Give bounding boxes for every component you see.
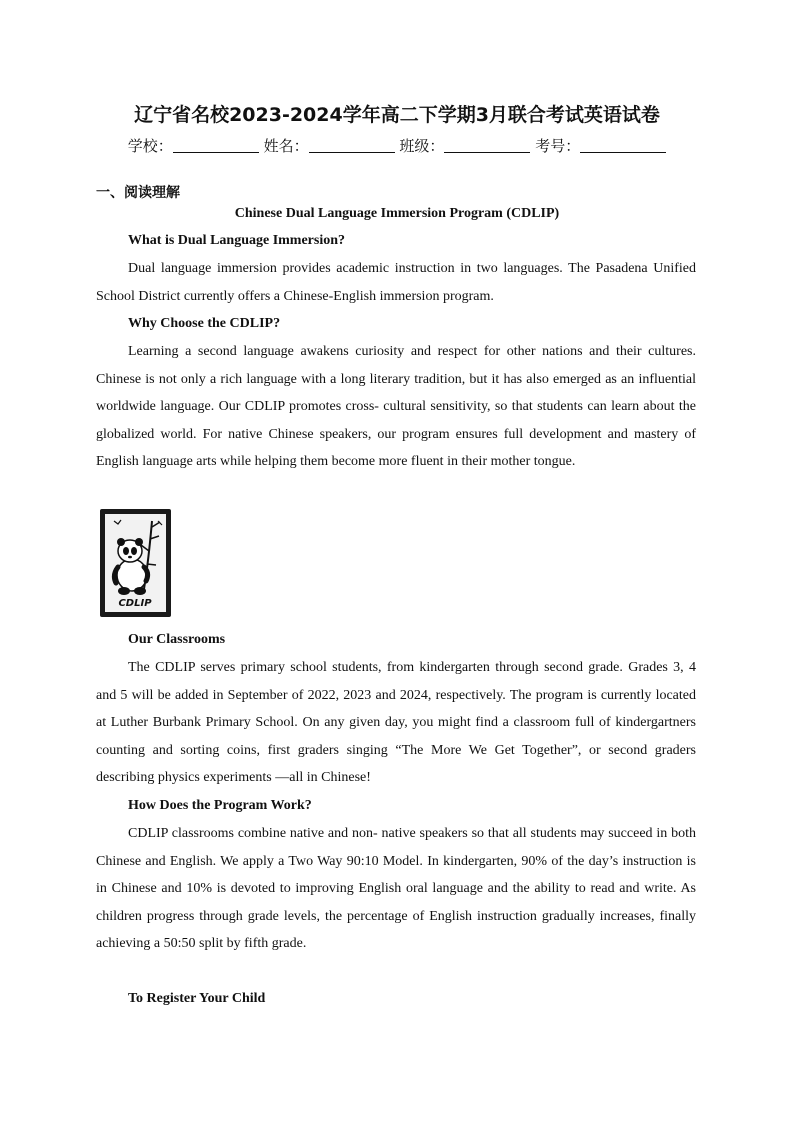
article-title: Chinese Dual Language Immersion Program (CDLIP) [234, 206, 560, 221]
class-blank[interactable] [444, 138, 530, 153]
subheading-what-is: What is Dual Language Immersion? [128, 233, 346, 248]
paragraph-why-choose: Learning a second language awakens curiosity and respect for other nations and their cultures. Chinese is not only a rich language with a long literary tradition, but it has also emerged as an influential worldwide language. Our CDLIP promotes cross- cultural sensitivity, so that students can learn about the globalized world. For native Chinese speakers, our program ensures full development and mastery of English language arts while helping them become more fluent in their mother tongue. [96, 344, 696, 470]
paragraph-our-classrooms: The CDLIP serves primary school students, from kindergarten through second grade. Grades 3, 4 and 5 will be added in September of 2022, 2023 and 2024, respectively. The program is currently located at Luther Burbank Primary School. On any given day, you might find a classroom full of kindergartners counting and sorting coins, first graders singing “The More We Get Together”, or second graders describing physics experiments —all in Chinese! [96, 660, 696, 786]
logo-text: CDLIP [118, 598, 152, 609]
subheading-register: To Register Your Child [128, 991, 266, 1006]
exam-title: 辽宁省名校2023-2024学年高二下学期3月联合考试英语试卷 [134, 104, 660, 126]
paragraph-how-it-works: CDLIP classrooms combine native and non- native speakers so that all students may succeed in both Chinese and English. We apply a Two Way 90:10 Model. In kindergarten, 90% of the day’s instruction is in Chinese and 10% is devoted to improving English oral language and the ability to read and write. As children progress through grade levels, the percentage of English instruction gradually increases, finally achieving a 50:50 split by fifth grade. [96, 826, 696, 952]
class-label: 班级： [399, 137, 445, 155]
paragraph-what-is: Dual language immersion provides academic instruction in two languages. The Pasadena Unified School District currently offers a Chinese-English immersion program. [96, 261, 696, 304]
subheading-our-classrooms: Our Classrooms [128, 632, 226, 647]
subheading-how-it-works: How Does the Program Work? [128, 798, 312, 813]
school-label: 学校： [127, 137, 173, 155]
exam-number-blank[interactable] [580, 138, 666, 153]
name-blank[interactable] [309, 138, 395, 153]
student-info-line [0, 135, 794, 156]
panda-bamboo-icon [100, 509, 171, 617]
subheading-why-choose: Why Choose the CDLIP? [128, 316, 281, 331]
cdlip-panda-logo [100, 509, 171, 617]
school-blank[interactable] [173, 138, 259, 153]
name-label: 姓名： [263, 137, 309, 155]
exam-number-label: 考号： [535, 137, 581, 155]
section-heading: 一、阅读理解 [96, 185, 180, 201]
